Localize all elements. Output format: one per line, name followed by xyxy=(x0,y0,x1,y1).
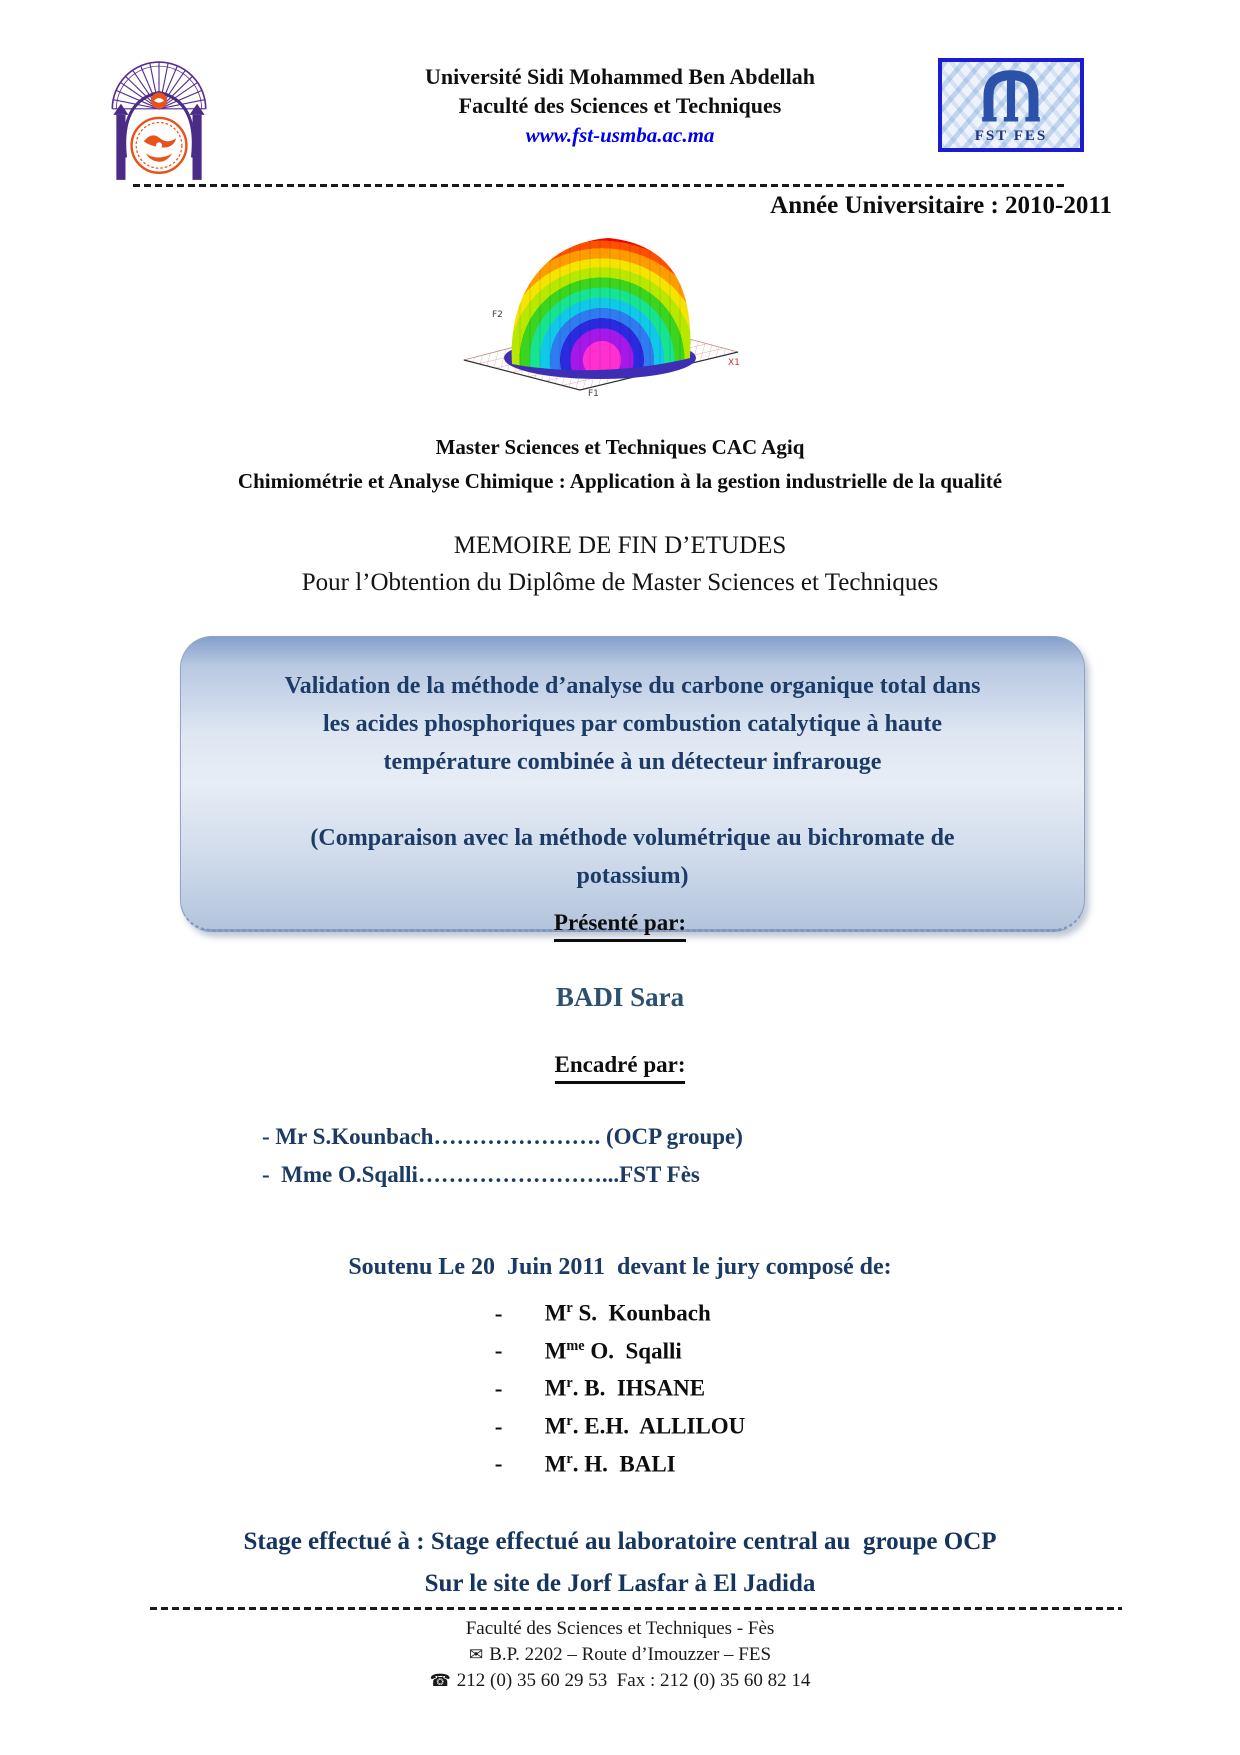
academic-year: Année Universitaire : 2010-2011 xyxy=(770,192,1112,219)
fst-monogram-icon xyxy=(975,66,1047,124)
internship-line1: Stage effectué à : Stage effectué au laboratoire central au groupe OCP xyxy=(243,1528,997,1555)
website-link[interactable]: www.fst-usmba.ac.ma xyxy=(525,123,715,147)
memoire-heading xyxy=(0,527,1240,601)
title-line: les acides phosphoriques par combustion catalytique à haute xyxy=(323,711,942,737)
envelope-icon: ✉ xyxy=(468,1645,484,1664)
response-surface-figure xyxy=(460,220,750,400)
thesis-title-box xyxy=(180,636,1085,932)
figure-axis-f2: F2 xyxy=(492,310,503,320)
supervised-by-label: Encadré par: xyxy=(0,1052,1240,1084)
subtitle-line: potassium) xyxy=(576,863,689,889)
supervisors-list xyxy=(262,1118,743,1194)
footer-phone: ☎ 212 (0) 35 60 29 53 Fax : 212 (0) 35 60 82 14 xyxy=(429,1670,811,1691)
program-line1: Master Sciences et Techniques CAC Agiq xyxy=(435,435,805,459)
footer-divider xyxy=(150,1607,1122,1610)
master-program xyxy=(0,430,1240,498)
title-line: Validation de la méthode d’analyse du carbone organique total dans xyxy=(284,673,981,699)
memoire-line2: Pour l’Obtention du Diplôme de Master Sciences et Techniques xyxy=(301,569,939,596)
footer-address: ✉ B.P. 2202 – Route d’Imouzzer – FES xyxy=(468,1644,772,1665)
supervisor-line: - Mme O.Sqalli……………………...FST Fès xyxy=(262,1162,700,1187)
faculty-name: Faculté des Sciences et Techniques xyxy=(458,93,782,118)
author-name: BADI Sara xyxy=(555,982,685,1012)
program-line2: Chimiométrie et Analyse Chimique : Application à la gestion industrielle de la qualité xyxy=(237,469,1003,493)
rainbow-dome xyxy=(495,228,705,383)
figure-axis-f1: F1 xyxy=(588,389,599,399)
title-line: température combinée à un détecteur infrarouge xyxy=(383,749,882,775)
phone-icon: ☎ xyxy=(429,1671,451,1690)
jury-member: - $M^r$. H. BALI xyxy=(494,1450,676,1477)
jury-member: - $M^r$. E.H. ALLILOU xyxy=(494,1412,746,1439)
subtitle-line: (Comparaison avec la méthode volumétrique au bichromate de xyxy=(310,825,955,851)
supervisor-line: - Mr S.Kounbach…………………. (OCP groupe) xyxy=(262,1124,743,1149)
footer-faculty: Faculté des Sciences et Techniques - Fès xyxy=(465,1618,775,1639)
fst-logo-text: FST FES xyxy=(974,128,1048,144)
fst-fes-logo xyxy=(938,58,1084,152)
jury-member: - $M^r$. B. IHSANE xyxy=(494,1375,706,1401)
header-divider xyxy=(133,184,1068,187)
jury-list xyxy=(0,1292,1240,1480)
jury-member: - $M^r$ S. Kounbach xyxy=(494,1300,711,1326)
figure-axis-x1: X1 xyxy=(728,358,740,368)
presented-by-label: Présenté par: xyxy=(0,910,1240,942)
university-name: Université Sidi Mohammed Ben Abdellah xyxy=(425,64,815,89)
footer xyxy=(0,1616,1240,1694)
defense-date-line: Soutenu Le 20 Juin 2011 devant le jury composé de: xyxy=(348,1254,892,1280)
jury-member: - $M^{me}$ O. Sqalli xyxy=(494,1337,682,1364)
memoire-line1: MEMOIRE DE FIN D’ETUDES xyxy=(453,532,787,559)
internship-line2: Sur le site de Jorf Lasfar à El Jadida xyxy=(424,1570,816,1597)
